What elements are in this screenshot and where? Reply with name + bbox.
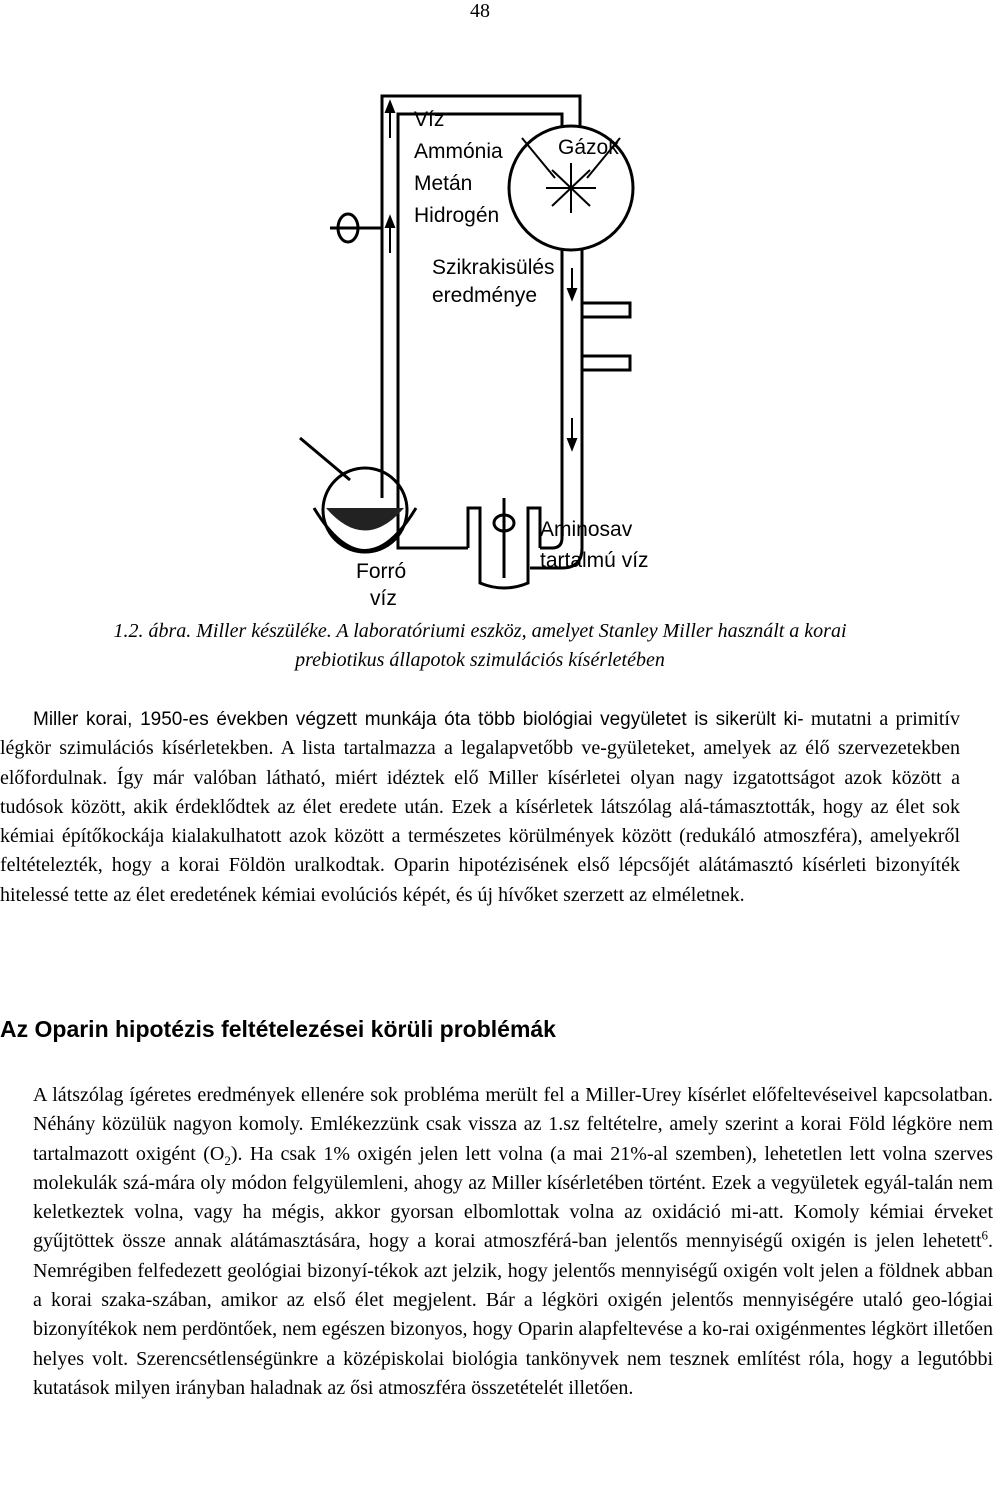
label-amino-line1: Aminosav [540,518,633,541]
label-water: Víz [414,108,445,131]
miller-apparatus-diagram [290,78,690,618]
paragraph-2-part-1: A látszólag ígéretes eredmények ellenére sok probléma merült fel a Miller-Urey kísérlet előfeltevéseivel kapcsolatban. Néhány közülük nagyon komoly. Emlékezzünk csak vissza az 1.sz feltételre, amely szerint a korai Föld légköre nem tartalmazott oxigént (O [33,1084,993,1165]
label-methane: Metán [414,172,473,195]
label-gases: Gázok [558,136,619,159]
paragraph-oparin-problems [0,1081,993,1403]
paragraph-miller-results [0,705,960,910]
label-spark-line1: Szikrakisülés [432,256,555,279]
miller-apparatus-figure [290,78,690,618]
section-heading: Az Oparin hipotézis feltételezései körüli problémák [0,1016,556,1042]
label-hydrogen: Hidrogén [414,204,500,227]
label-spark-line2: eredménye [432,284,538,307]
label-hot-line1: Forró [356,560,407,583]
page-number: 48 [470,0,490,22]
label-hot-line2: víz [370,587,397,610]
paragraph-2-part-2: ). Ha csak 1% oxigén jelen lett volna (a mai 21%-al szemben), lehetetlen lett volna szerves molekulák szá-mára oly módon felgyülemleni, ahogy az Miller kísérletében történt. Ezek a vegyületek egyál-talán nem keletkeztek volna, vagy ha mégis, akkor gyorsan elbomlottak volna az oxidáció mi-att. Komoly kémiai érveket gyűjtöttek össze annak alátámasztására, hogy a korai atmoszférá-ban jelentős mennyiségű oxigén is jelen lehetett [33,1142,993,1253]
paragraph-1-body: mutatni a primitív légkör szimulációs kísérletekben. A lista tartalmazza a legalapvetőbb ve-gyületeket, amelyek az élő szervezetekben előfordulnak. Így már valóban látható, miért idéztek elő Miller kísérletei olyan nagy izgatottságot azok között a tudósok között, akik érdeklődtek az élet eredete után. Ezek a kísérletek látszólag alá-támasztották, hogy az élet sok kémiai építőkockája kialakulhatott azok között a természetes körülmények között (redukáló atmoszféra), amelyekről feltételezték, hogy a korai Földön uralkodtak. Oparin hipotézisének első lépcsőjét alátámasztó kísérleti bizonyíték hitelessé tette az élet eredetének kémiai evolúciós képét, és új hívőket szerzett az elméletnek. [0,708,960,906]
label-amino-line2: tartalmú víz [540,549,649,572]
label-ammonia: Ammónia [414,140,503,163]
footnote-reference: 6 [981,1227,988,1243]
condenser-port-upper [582,303,630,317]
side-inlet-tube [300,438,350,480]
paragraph-2-part-3: . Nemrégiben felfedezett geológiai bizonyí-tékok azt jelzik, hogy jelentős mennyiségű oxigén volt jelen a földnek abban a korai szaka-szában, amikor az első élet megjelent. Bár a légköri oxigén jelentős mennyiségére utaló geo-lógiai bizonyítékok nem perdöntőek, nem egészen bizonyos, hogy Oparin alapfeltevése a ko-rai oxigénmentes légkört illetően helyes volt. Szerencsétlenségünkre a középiskolai biológia tankönyvek nem tesznek említést róla, hogy a legutóbbi kutatások milyen irányban haladnak az ősi atmoszféra összetételét illetően. [33,1230,993,1399]
caption-line-1: 1.2. ábra. Miller készüléke. A laboratóriumi eszköz, amelyet Stanley Miller használt a korai [113,620,847,642]
paragraph-1-lead: Miller korai, 1950-es években végzett munkája óta több biológiai vegyületet is sikerült ki- [33,709,804,730]
condenser-inner [540,248,562,548]
figure-caption [0,617,960,675]
condenser-port-lower [582,356,630,370]
bottom-return-tube [398,518,468,548]
boiling-water [326,508,404,531]
oxygen-subscript: 2 [224,1152,231,1168]
caption-line-2: prebiotikus állapotok szimulációs kísérletében [295,649,665,671]
